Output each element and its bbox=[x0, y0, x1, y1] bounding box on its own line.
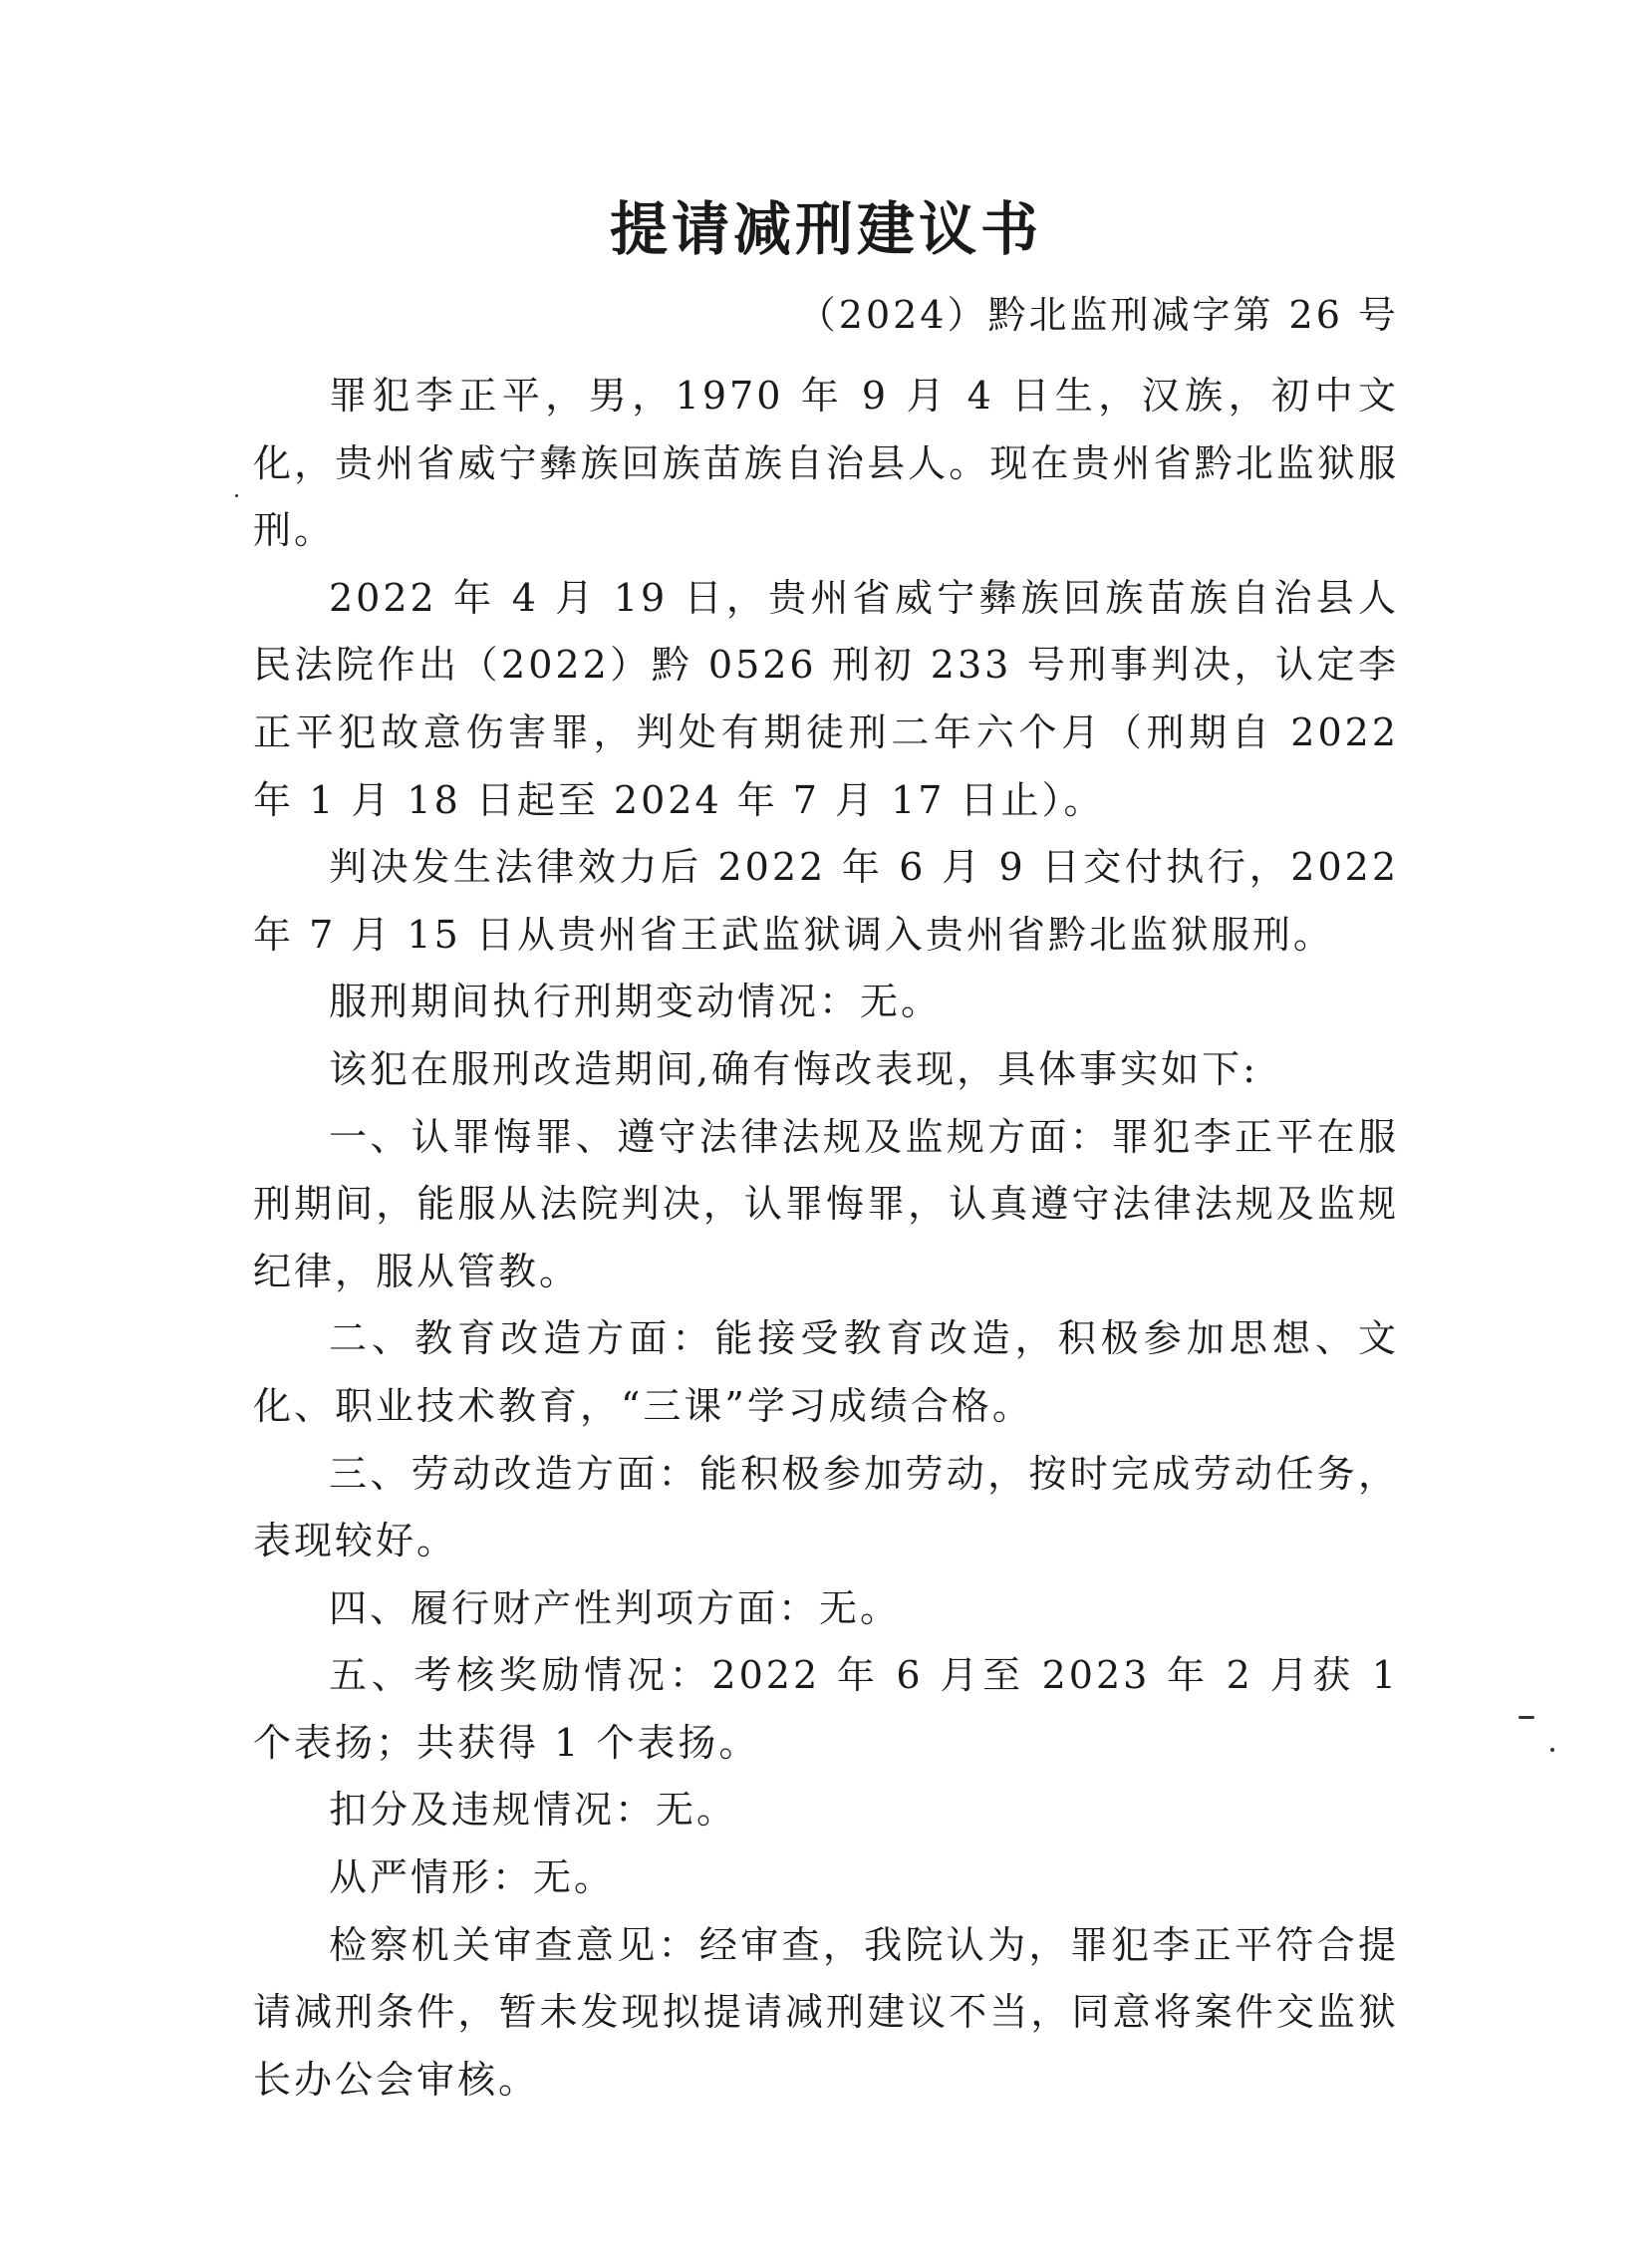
paragraph-sentence-change: 服刑期间执行刑期变动情况：无。 bbox=[329, 980, 943, 1024]
scan-speck bbox=[1518, 1716, 1534, 1719]
paragraph-item-2: 二、教育改造方面：能接受教育改造，积极参加思想、文化、职业技术教育，“三课”学习成绩合格。 bbox=[253, 1316, 1399, 1428]
paragraph-personal-info: 罪犯李正平，男，1970 年 9 月 4 日生，汉族，初中文化，贵州省威宁彝族回族苗族自治县人。现在贵州省黔北监狱服刑。 bbox=[253, 374, 1399, 553]
paragraph-strict-circumstances: 从严情形：无。 bbox=[329, 1855, 616, 1900]
paragraph-repentance-intro: 该犯在服刑改造期间,确有悔改表现，具体事实如下: bbox=[329, 1046, 1258, 1091]
document-body bbox=[253, 363, 1399, 2114]
paragraph-execution: 判决发生法律效力后 2022 年 6 月 9 日交付执行，2022 年 7 月 15 日从贵州省王武监狱调入贵州省黔北监狱服刑。 bbox=[253, 845, 1399, 957]
paragraph-procuratorate-opinion: 检察机关审查意见：经审查，我院认为，罪犯李正平符合提请减刑条件，暂未发现拟提请减刑建议不当，同意将案件交监狱长办公会审核。 bbox=[253, 1922, 1399, 2102]
paragraph-item-4: 四、履行财产性判项方面：无。 bbox=[329, 1585, 902, 1630]
paragraph-item-3: 三、劳动改造方面：能积极参加劳动，按时完成劳动任务，表现较好。 bbox=[253, 1451, 1399, 1563]
scan-speck bbox=[235, 494, 238, 497]
paragraph-item-1: 一、认罪悔罪、遵守法律法规及监规方面：罪犯李正平在服刑期间，能服从法院判决，认罪悔罪，认真遵守法律法规及监规纪律，服从管教。 bbox=[253, 1114, 1399, 1293]
paragraph-deductions: 扣分及违规情况：无。 bbox=[329, 1788, 738, 1833]
document-title: 提请减刑建议书 bbox=[609, 195, 1042, 263]
scan-speck bbox=[1550, 1748, 1554, 1752]
paragraph-judgment: 2022 年 4 月 19 日，贵州省威宁彝族回族苗族自治县人民法院作出（2022）黔 0526 刑初 233 号刑事判决，认定李正平犯故意伤害罪，判处有期徒刑二年六个月（刑期自 2022 年 1 月 18 日起至 2024 年 7 月 17 日止）。 bbox=[253, 575, 1399, 822]
document-number: （2024）黔北监刑减字第 26 号 bbox=[797, 293, 1399, 337]
paragraph-item-5: 五、考核奖励情况：2022 年 6 月至 2023 年 2 月获 1 个表扬；共获得 1 个表扬。 bbox=[253, 1653, 1399, 1765]
